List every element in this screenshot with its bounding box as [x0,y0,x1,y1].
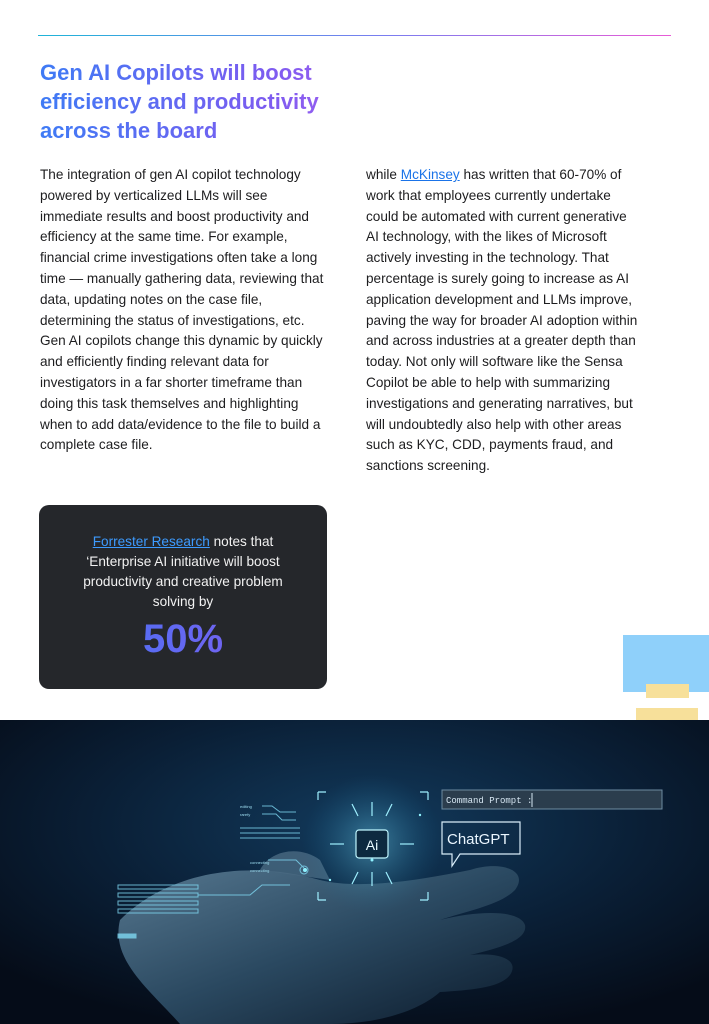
hero-image-ai-hand [0,720,709,1024]
right-body: has written that 60-70% of work that employees currently undertake could be automated with current generative AI technology, with the likes of Microsoft actively investing in the technology. That percentage is surely going to increase as AI application development and LLMs improve, paving the way for broader AI adoption within and across industries at a greater depth than today. Not only will software like the Sensa Copilot be able to help with summarizing investigations and generating narratives, but will undoubtedly also help with other areas such as KYC, CDD, payments fraud, and sanctions screening. [366,167,638,474]
hud-small-label: rarefy [240,812,251,817]
right-column-text [366,165,638,477]
stat-value: 50% [39,615,327,663]
hud-small-label: connecting [250,868,270,873]
command-prompt-label: Command Prompt : [446,796,533,806]
stat-callout-card [39,505,327,689]
command-prompt-box [442,790,662,809]
mckinsey-link[interactable]: McKinsey [400,167,460,182]
left-column-text: The integration of gen AI copilot technology powered by verticalized LLMs will see immediate results and boost productivity and efficiency at the same time. For example, financial crime investigations often take a long time — manually gathering data, reviewing that data, updating notes on the case file, determining the status of investigations, etc. Gen AI copilots change this dynamic by quickly and efficiently finding relevant data for investigators in a far shorter timeframe than doing this task themselves and highlighting when to add data/evidence to the file to build a complete case file. [40,167,324,453]
hud-small-label: editing [240,804,252,809]
callout-body: notes that ‘Enterprise AI initiative will boost productivity and creative problem solving by [83,534,283,609]
chip-label: Ai [365,837,379,853]
top-divider [38,35,671,36]
decorative-yellow-bar [636,708,698,720]
hud-small-label: connecting [250,860,270,865]
decorative-yellow-bar [646,684,689,698]
page-heading: Gen AI Copilots will boost efficiency and productivity across the board [40,58,360,145]
right-prefix: while [366,167,401,182]
callout-text [69,532,297,612]
chatgpt-label: ChatGPT [447,831,510,848]
forrester-link[interactable]: Forrester Research [92,534,210,549]
